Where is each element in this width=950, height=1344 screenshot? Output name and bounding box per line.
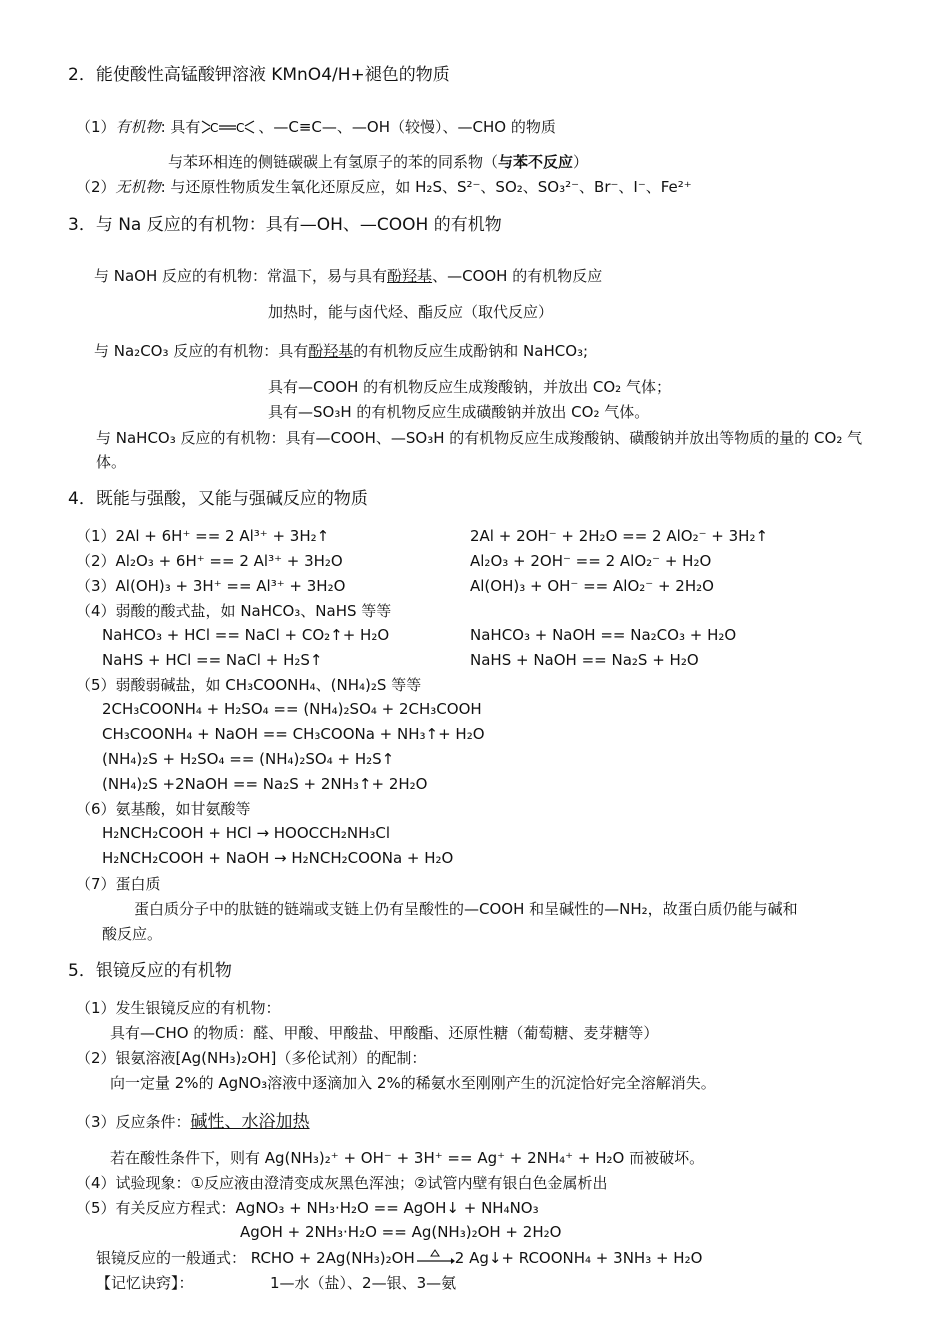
bold-note: 与苯不反应 [498,153,574,171]
s3-na2co3-line-1 [94,340,588,362]
heat-arrow-icon [415,1247,455,1269]
protein-text-1: 蛋白质分子中的肽链的链端或支链上仍有呈酸性的—COOH 和呈碱性的—NH₂，故蛋白质仍能与碱和 [134,900,798,918]
text: 银镜反应的一般通式： RCHO + 2Ag(NH₃)₂OH [96,1249,415,1267]
eq-5c: (NH₄)₂S + H₂SO₄ == (NH₄)₂SO₄ + H₂S↑ [102,750,395,768]
eq-4b: NaHCO₃ + NaOH == Na₂CO₃ + H₂O [470,626,737,644]
s2-line-2 [168,151,588,173]
underlined-term: 酚羟基 [308,342,354,360]
protein-text-2: 酸反应。 [102,925,163,943]
s3-naoh-line-2: 加热时，能与卤代烃、酯反应（取代反应） [268,303,554,321]
text: 、—C≡C—、—OH（较慢）、—CHO 的物质 [258,118,556,136]
section-2-title: 2．能使酸性高锰酸钾溶液 KMnO4/H+褪色的物质 [68,65,450,85]
eq-5b: CH₃COONH₄ + NaOH == CH₃COONa + NH₃↑+ H₂O [102,725,485,743]
s5-item-5a: AgOH + 2NH₃·H₂O == Ag(NH₃)₂OH + 2H₂O [240,1223,562,1241]
item-6-heading: （6）氨基酸，如甘氨酸等 [76,800,251,818]
item-4-heading: （4）弱酸的酸式盐，如 NaHCO₃、NaHS 等等 [76,602,392,620]
eq-6b: H₂NCH₂COOH + NaOH → H₂NCH₂COONa + H₂O [102,849,454,867]
section-3-title: 3．与 Na 反应的有机物：具有—OH、—COOH 的有机物 [68,215,502,235]
item-7-heading: （7）蛋白质 [76,875,161,893]
eq-6a: H₂NCH₂COOH + HCl → HOOCCH₂NH₃Cl [102,824,391,842]
eq-5d: (NH₄)₂S +2NaOH == Na₂S + 2NH₃↑+ 2H₂O [102,775,428,793]
eq-5a: 2CH₃COONH₄ + H₂SO₄ == (NH₄)₂SO₄ + 2CH₃COOH [102,700,482,718]
memory-label: 【记忆诀窍】： [96,1274,194,1292]
text: ） [573,153,589,171]
eq-4c: NaHS + HCl == NaCl + H₂S↑ [102,651,323,669]
eq-4a: NaHCO₃ + HCl == NaCl + CO₂↑+ H₂O [102,626,390,644]
condition-term: 碱性、水浴加热 [190,1112,310,1132]
s5-item-1a: 具有—CHO 的物质：醛、甲酸、甲酸盐、甲酸酯、还原性糖（葡萄糖、麦芽糖等） [110,1024,659,1042]
text: （3）反应条件： [76,1113,191,1131]
inorganic-label: 无机物 [115,178,161,196]
s5-item-3 [76,1111,310,1133]
s3-na2co3-line-3: 具有—SO₃H 的有机物反应生成磺酸钠并放出 CO₂ 气体。 [268,403,650,421]
s5-item-3a: 若在酸性条件下，则有 Ag(NH₃)₂⁺ + OH⁻ + 3H⁺ == Ag⁺ + 2NH₄⁺ + H₂O 而被破坏。 [110,1149,705,1167]
eq-3-base: Al(OH)₃ + OH⁻ == AlO₂⁻ + 2H₂O [470,577,714,595]
section-4-title: 4．既能与强酸，又能与强碱反应的物质 [68,489,368,509]
eq-2-base: Al₂O₃ + 2OH⁻ == 2 AlO₂⁻ + H₂O [470,552,712,570]
s5-item-2a: 向一定量 2%的 AgNO₃溶液中逐滴加入 2%的稀氨水至刚刚产生的沉淀恰好完全溶解消失。 [110,1074,716,1092]
underlined-term: 酚羟基 [387,267,433,285]
text: 、—COOH 的有机物反应 [432,267,603,285]
eq-1-base: 2Al + 2OH⁻ + 2H₂O == 2 AlO₂⁻ + 3H₂↑ [470,527,769,545]
organic-label: 有机物 [115,118,161,136]
memory-tip: 1—水（盐）、2—银、3—氨 [270,1274,457,1292]
eq-3-acid: （3）Al(OH)₃ + 3H⁺ == Al³⁺ + 3H₂O [76,577,346,595]
s2-line-3 [76,176,692,198]
s5-item-5: （5）有关反应方程式：AgNO₃ + NH₃·H₂O == AgOH↓ + NH₄NO₃ [76,1199,539,1217]
text: 2 Ag↓+ RCOONH₄ + 3NH₃ + H₂O [454,1249,703,1267]
item-number: （2） [76,178,116,196]
s3-na2co3-line-2: 具有—COOH 的有机物反应生成羧酸钠，并放出 CO₂ 气体； [268,378,671,396]
s5-item-1: （1）发生银镜反应的有机物： [76,999,281,1017]
text: : 与还原性物质发生氧化还原反应，如 H₂S、S²⁻、SO₂、SO₃²⁻、Br⁻、I⁻、Fe²⁺ [160,178,692,196]
text: 与苯环相连的侧链碳碳上有氢原子的苯的同系物（ [168,153,499,171]
text: 与 Na₂CO₃ 反应的有机物：具有 [94,342,309,360]
text: 与 NaOH 反应的有机物：常温下，易与具有 [94,267,388,285]
eq-2-acid: （2）Al₂O₃ + 6H⁺ == 2 Al³⁺ + 3H₂O [76,552,343,570]
item-number: （1） [76,118,116,136]
text: : 具有 [160,118,201,136]
text: 的有机物反应生成酚钠和 NaHCO₃; [353,342,589,360]
s3-nahco3-line: 与 NaHCO₃ 反应的有机物：具有—COOH、—SO₃H 的有机物反应生成羧酸钠、磺酸钠并放出等物质的量的 CO₂ 气体。 [96,429,863,471]
alkene-structure-icon [200,117,258,139]
s5-item-2: （2）银氨溶液[Ag(NH₃)₂OH]（多伦试剂）的配制： [76,1049,427,1067]
section-5-title: 5．银镜反应的有机物 [68,961,232,981]
s2-line-1 [76,116,556,139]
svg-text:C: C [210,120,219,135]
svg-text:C: C [236,120,245,135]
eq-1-acid: （1）2Al + 6H⁺ == 2 Al³⁺ + 3H₂↑ [76,527,330,545]
eq-4d: NaHS + NaOH == Na₂S + H₂O [470,651,699,669]
general-equation [96,1247,702,1269]
item-5-heading: （5）弱酸弱碱盐，如 CH₃COONH₄、(NH₄)₂S 等等 [76,676,422,694]
s5-item-4: （4）试验现象：①反应液由澄清变成灰黑色浑浊；②试管内壁有银白色金属析出 [76,1174,608,1192]
s3-naoh-line-1 [94,265,602,287]
